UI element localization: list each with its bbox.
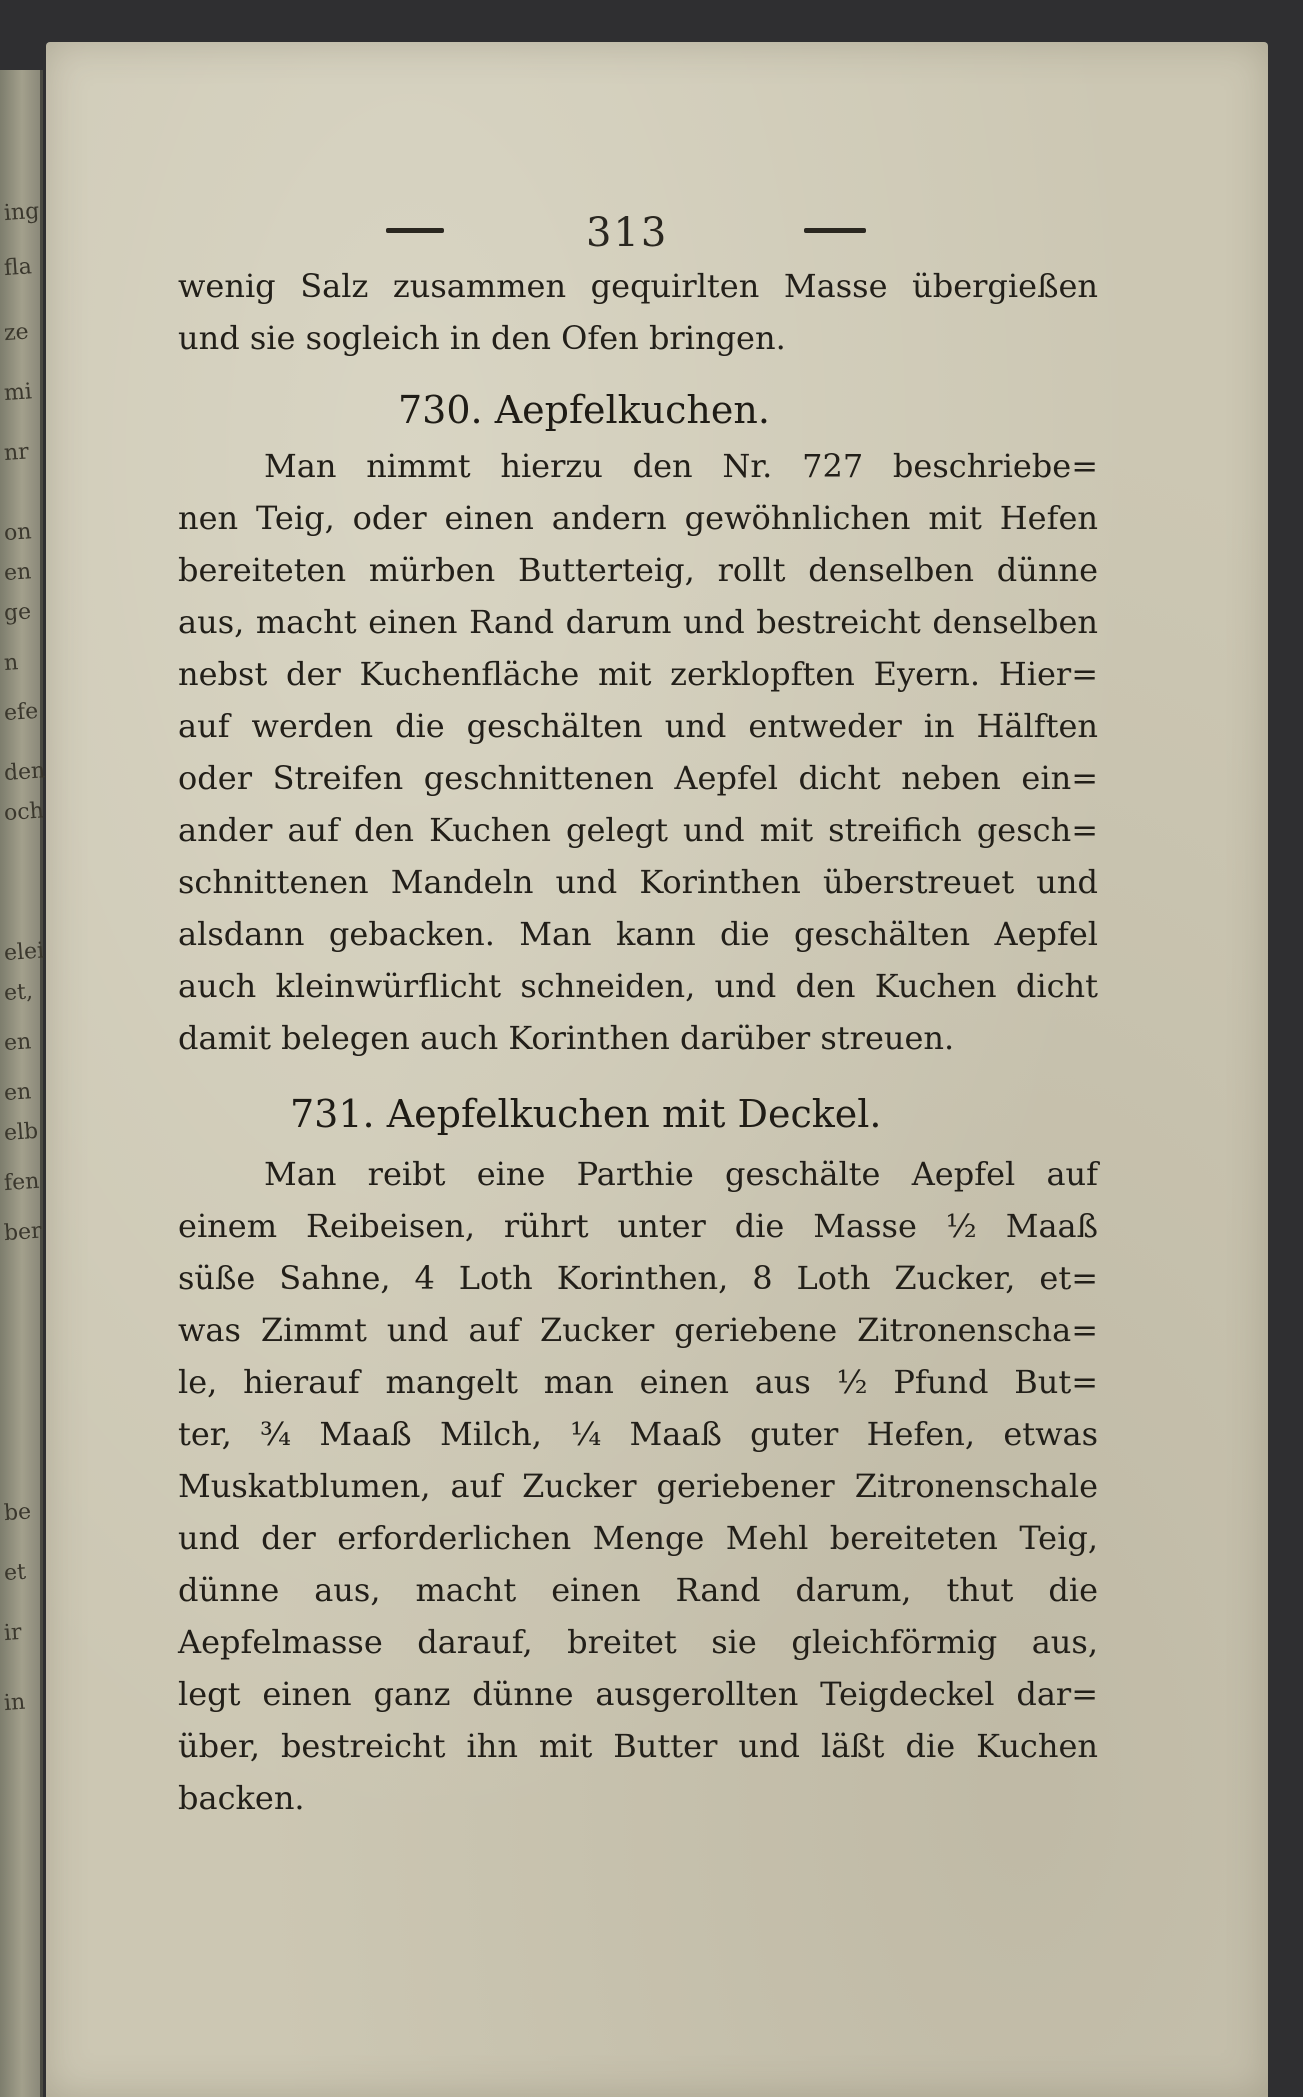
margin-fragment: be	[3, 1499, 32, 1527]
text-line: legt einen ganz dünne ausgerollten Teigdeckel dar=	[178, 1675, 1098, 1713]
margin-fragment: ir	[3, 1619, 23, 1647]
text-line: nebst der Kuchenfläche mit zerklopften Eyern. Hier=	[178, 655, 1098, 693]
text-line: oder Streifen geschnittenen Aepfel dicht neben ein=	[178, 759, 1098, 797]
margin-fragment: ber	[3, 1218, 43, 1247]
margin-fragment: on	[3, 519, 33, 547]
recipe-heading-730: 730. Aepfelkuchen.	[398, 388, 770, 432]
margin-fragment: n	[3, 650, 20, 677]
text-line: Man reibt eine Parthie geschälte Aepfel auf	[264, 1155, 1098, 1193]
text-line: über, bestreicht ihn mit Butter und läßt die Kuchen	[178, 1727, 1098, 1765]
continuation-text	[178, 260, 1098, 364]
recipe-heading-731: 731. Aepfelkuchen mit Deckel.	[290, 1092, 882, 1136]
text-line: dünne aus, macht einen Rand darum, thut die	[178, 1571, 1098, 1609]
page-number: 313	[586, 210, 669, 256]
text-line: was Zimmt und auf Zucker geriebene Zitronenscha=	[178, 1311, 1098, 1349]
margin-fragment: fen	[3, 1168, 41, 1197]
text-line: alsdann gebacken. Man kann die geschälten Aepfel	[178, 915, 1098, 953]
text-line: ter, ¾ Maaß Milch, ¼ Maaß guter Hefen, etwas	[178, 1415, 1098, 1453]
margin-fragment: et,	[3, 979, 34, 1007]
margin-fragment: fla	[3, 254, 33, 282]
margin-fragment: mi	[3, 379, 33, 407]
margin-fragment: en	[3, 559, 33, 587]
text-line: auf werden die geschälten und entweder in Hälften	[178, 707, 1098, 745]
header-dash-right	[804, 228, 866, 233]
margin-fragment: ing	[3, 198, 41, 227]
text-line: le, hierauf mangelt man einen aus ½ Pfund But=	[178, 1363, 1098, 1401]
margin-fragment: en	[3, 1079, 33, 1107]
text-line: auch kleinwürflicht schneiden, und den Kuchen dicht	[178, 967, 1098, 1005]
margin-fragment: et	[3, 1559, 27, 1587]
margin-fragment: den	[3, 758, 47, 787]
margin-fragment: ge	[3, 599, 32, 627]
text-line: bereiteten mürben Butterteig, rollt denselben dünne	[178, 551, 1098, 589]
book-page	[46, 42, 1268, 2097]
margin-fragment: efe	[3, 698, 40, 727]
text-line: einem Reibeisen, rührt unter die Masse ½ Maaß	[178, 1207, 1098, 1245]
margin-fragment: ze	[3, 319, 30, 347]
previous-page-edge	[0, 70, 47, 2097]
margin-fragment: och	[3, 798, 45, 827]
text-line: wenig Salz zusammen gequirlten Masse übergießen	[178, 267, 1098, 305]
text-line: nen Teig, oder einen andern gewöhnlichen mit Hefen	[178, 499, 1098, 537]
text-line: und der erforderlichen Menge Mehl bereiteten Teig,	[178, 1519, 1098, 1557]
text-line: backen.	[178, 1779, 305, 1817]
text-line: süße Sahne, 4 Loth Korinthen, 8 Loth Zucker, et=	[178, 1259, 1098, 1297]
text-line: aus, macht einen Rand darum und bestreicht denselben	[178, 603, 1098, 641]
page-header	[46, 210, 1268, 260]
text-line: ander auf den Kuchen gelegt und mit streifich gesch=	[178, 811, 1098, 849]
margin-fragment: elei	[3, 938, 45, 967]
text-line: Muskatblumen, auf Zucker geriebener Zitronenschale	[178, 1467, 1098, 1505]
text-line: und sie sogleich in den Ofen bringen.	[178, 319, 786, 357]
header-dash-left	[386, 228, 444, 233]
text-line: damit belegen auch Korinthen darüber streuen.	[178, 1019, 955, 1057]
margin-fragment: en	[3, 1029, 33, 1057]
text-line: Aepfelmasse darauf, breitet sie gleichförmig aus,	[178, 1623, 1098, 1661]
text-line: schnittenen Mandeln und Korinthen überstreuet und	[178, 863, 1098, 901]
text-line: Man nimmt hierzu den Nr. 727 beschriebe=	[264, 447, 1098, 485]
margin-fragment: in	[3, 1689, 27, 1717]
margin-fragment: elb	[3, 1118, 39, 1147]
recipe-body-731	[178, 1148, 1098, 1824]
recipe-body-730	[178, 440, 1098, 1064]
margin-fragment: nr	[3, 439, 30, 467]
